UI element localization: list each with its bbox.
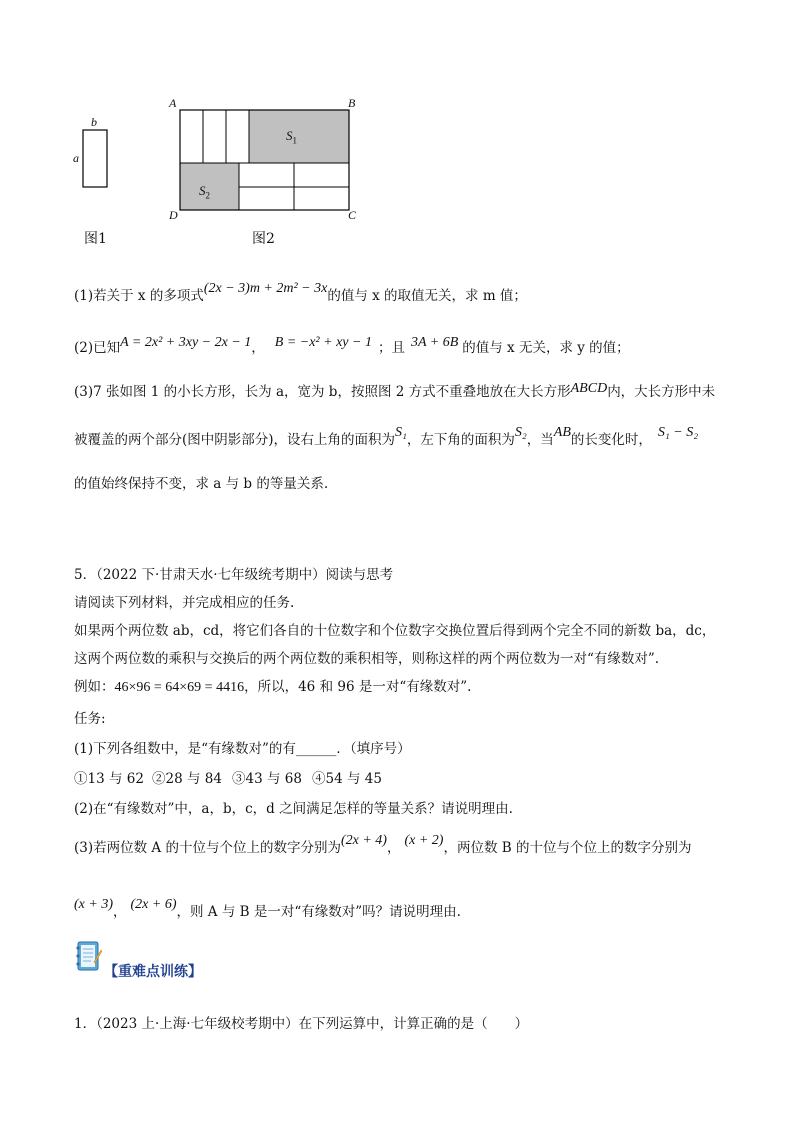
q5-task-label: 任务: [74,711,106,727]
q4-part2: (2)已知A = 2x² + 3xy − 2x − 1， B = −x² + xy − 1 ；且 3A + 6B 的值与 x 无关，求 y 的值； [74,335,630,356]
region-label-s1: $S_1$ [286,128,297,146]
q5-line3: 这两个两位数的乘积与交换后的两个两位数的乘积相等，则称这样的两个两位数为一对“有缘数对”. [74,651,660,667]
option-4: ④54 与 45 [312,771,382,787]
option-1: ①13 与 62 [74,771,144,787]
vertex-label-a: A [169,96,177,110]
q5-task3-line2: (x + 3)， (2x + 6)，则 A 与 B 是一对“有缘数对”吗？请说明理由. [74,897,461,920]
q5-task1: (1)下列各组数中，是“有缘数对”的有______．（填序号） [74,741,411,757]
small-rectangle [83,130,107,187]
q5-line1: 请阅读下列材料，并完成相应的任务. [74,595,295,611]
section-title: 【重难点训练】 [104,964,202,980]
fig1-caption: 图1 [84,231,107,247]
q5-task2: (2)在“有缘数对”中，a，b，c，d 之间满足怎样的等量关系？请说明理由. [74,801,513,817]
q5-task3-line1: (3)若两位数 A 的十位与个位上的数字分别为(2x + 4)， (x + 2)，两位数 B 的十位与个位上的数字分别为 [74,833,692,856]
vertex-label-d: D [169,208,178,222]
vertex-label-c: C [348,208,357,222]
q5-options [74,767,382,787]
q5-example: 例如：46×96 = 64×69 = 4416，所以，46 和 96 是一对“有缘数对”. [74,679,472,695]
q4-part3-line3: 的值始终保持不变，求 a 与 b 的等量关系. [74,476,329,492]
figure-1 [68,112,128,247]
fig1-label-a: a [73,151,79,165]
figure-2 [170,95,370,225]
option-2: ②28 与 84 [152,771,222,787]
option-3: ③43 与 68 [232,771,302,787]
q5-line2: 如果两个两位数 ab，cd，将它们各自的十位数字和个位数字交换位置后得到两个完全不同的新数 ba，dc， [74,623,716,639]
region-label-s2: $S_2$ [199,183,210,201]
q4-part3-line2: 被覆盖的两个部分(图中阴影部分)，设右上角的面积为S₁，左下角的面积为S₂，当AB的长变化时， S₁ − S₂ [74,425,699,448]
vertex-label-b: B [348,96,356,110]
q4-part1: (1)若关于 x 的多项式(2x − 3)m + 2m² − 3x的值与 x 的取值无关，求 m 值； [74,281,527,304]
notebook-icon [74,940,102,974]
q1-stem: 1．（2023 上·上海·七年级校考期中）在下列运算中，计算正确的是（ ） [74,1016,529,1032]
shaded-region-s1 [249,110,349,163]
q5-header: 5．（2022 下·甘肃天水·七年级统考期中）阅读与思考 [74,567,394,583]
fig1-label-b: b [91,115,97,129]
q4-part3-line1: (3)7 张如图 1 的小长方形，长为 a，宽为 b，按照图 2 方式不重叠地放在大长方形ABCD内，大长方形中未 [74,381,716,400]
fig2-caption: 图2 [252,231,275,247]
